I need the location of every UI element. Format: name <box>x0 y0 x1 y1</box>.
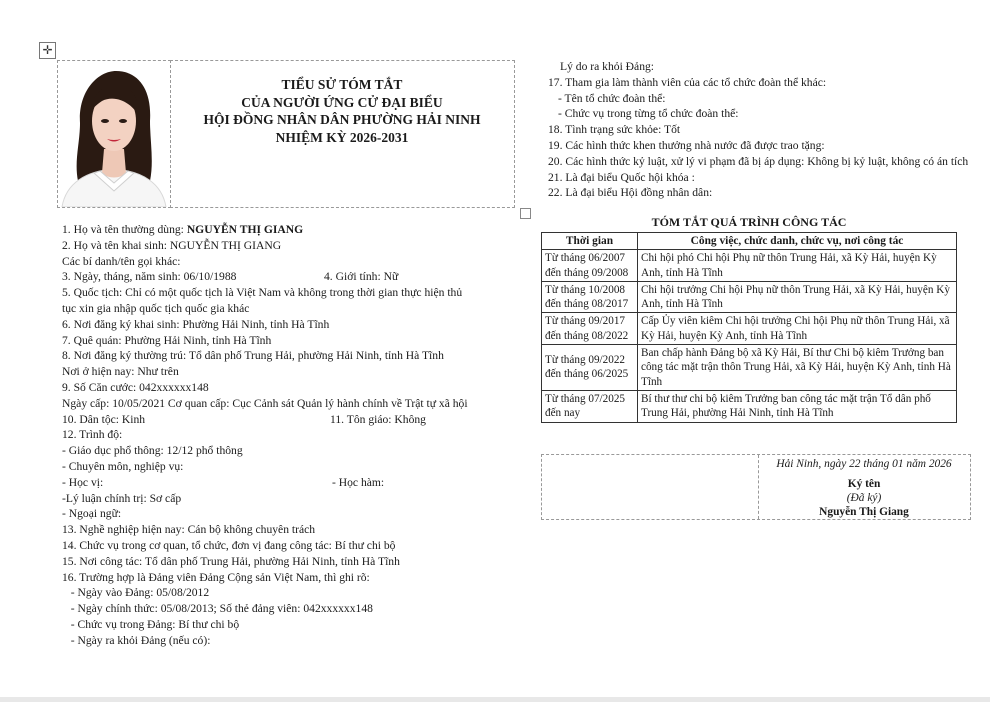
bio-general-education: - Giáo dục phổ thông: 12/12 phổ thông <box>62 444 243 458</box>
bio-party-position: - Chức vụ trong Đảng: Bí thư chi bộ <box>62 617 240 631</box>
table-cell-role: Cấp Ủy viên kiêm Chi hội trưởng Chi hội Phụ nữ thôn Trung Hải, xã Kỳ Hải, huyện Kỳ Anh, tỉnh Hà Tĩnh <box>638 313 957 345</box>
work-history-title: TÓM TẮT QUÁ TRÌNH CÔNG TÁC <box>651 215 847 229</box>
table-cell-role: Bí thư thư chi bộ kiêm Trưởng ban công tác mặt trận Tổ dân phố Trung Hải, phường Hải Ninh, tỉnh Hà Tĩnh <box>638 390 957 422</box>
title-line-2: CỦA NGƯỜI ỨNG CỬ ĐẠI BIỂU <box>241 94 443 110</box>
bio-health: 18. Tình trạng sức khỏe: Tốt <box>548 123 681 137</box>
table-move-handle-icon[interactable]: ✛ <box>39 42 56 59</box>
bio-ethnicity-religion-row <box>62 412 522 428</box>
page-bottom-edge <box>0 697 990 702</box>
table-cell-role: Ban chấp hành Đảng bộ xã Kỳ Hải, Bí thư Chi bộ kiêm Trưởng ban công tác mặt trận thôn Trung Hải, xã Kỳ Hải, huyện Kỳ Anh, tỉnh Hà Tĩnh <box>638 345 957 391</box>
bio-occupation: 13. Nghề nghiệp hiện nay: Cán bộ không chuyên trách <box>62 523 316 537</box>
bio-religion: 11. Tôn giáo: Không <box>330 412 426 426</box>
signature-status: (Đã ký) <box>846 492 882 504</box>
bio-party-leave: - Ngày ra khỏi Đảng (nếu có): <box>62 633 211 647</box>
table-cell-role: Chi hội trưởng Chi hội Phụ nữ thôn Trung Hải, xã Kỳ Hải, huyện Kỳ Anh, tỉnh Hà Tĩnh <box>638 281 957 313</box>
table-row <box>542 390 957 422</box>
bio-foreign-language: - Ngoại ngữ: <box>62 507 122 521</box>
table-cell-time: Từ tháng 06/2007 đến tháng 09/2008 <box>542 250 638 282</box>
bio-political-theory: -Lý luận chính trị: Sơ cấp <box>62 491 182 505</box>
title-line-1: TIỂU SỬ TÓM TẮT <box>281 77 403 92</box>
bio-gender: 4. Giới tính: Nữ <box>324 270 399 284</box>
table-cell-time: Từ tháng 09/2017 đến tháng 08/2022 <box>542 313 638 345</box>
signature-label: Ký tên <box>847 478 881 490</box>
table-row <box>542 250 957 282</box>
bio-ethnicity: 10. Dân tộc: Kinh <box>62 412 146 426</box>
bio-name <box>62 222 522 238</box>
portrait-image <box>58 61 170 207</box>
bio-awards: 19. Các hình thức khen thưởng nhà nước đã được trao tặng: <box>548 138 825 152</box>
bio-hometown: 7. Quê quán: Phường Hải Ninh, tỉnh Hà Tĩnh <box>62 333 272 347</box>
bio-name-label: 1. Họ và tên thường dùng: <box>62 223 187 236</box>
signature-block <box>541 454 971 520</box>
table-cell-time: Từ tháng 10/2008 đến tháng 08/2017 <box>542 281 638 313</box>
signature-name: Nguyễn Thị Giang <box>819 506 909 518</box>
bio-specialty: - Chuyên môn, nghiệp vụ: <box>62 459 184 473</box>
title-line-3: HỘI ĐỒNG NHÂN DÂN PHƯỜNG HẢI NINH <box>203 112 481 127</box>
table-cell-role: Chi hội phó Chi hội Phụ nữ thôn Trung Hải, xã Kỳ Hải, huyện Kỳ Anh, tỉnh Hà Tĩnh <box>638 250 957 282</box>
bio-section-continued <box>548 59 968 201</box>
signature-place-date: Hải Ninh, ngày 22 tháng 01 năm 2026 <box>776 458 952 470</box>
bio-academic-title: - Học hàm: <box>332 475 385 489</box>
work-history-table <box>541 232 957 423</box>
bio-aliases: Các bí danh/tên gọi khác: <box>62 254 181 268</box>
table-header-row <box>542 233 957 250</box>
table-cell-time: Từ tháng 09/2022 đến tháng 06/2025 <box>542 345 638 391</box>
bio-org-positions: - Chức vụ trong từng tổ chức đoàn thể: <box>558 107 739 121</box>
table-header-time: Thời gian <box>542 233 638 250</box>
document-title <box>170 76 514 146</box>
table-cell-time: Từ tháng 07/2025 đến nay <box>542 390 638 422</box>
bio-section <box>62 222 522 649</box>
title-block <box>170 60 515 208</box>
portrait-photo <box>57 60 171 208</box>
title-line-4: NHIỆM KỲ 2026-2031 <box>275 129 409 145</box>
bio-nationality-cont: tục xin gia nhập quốc tịch quốc gia khác <box>62 301 250 315</box>
bio-dob: 3. Ngày, tháng, năm sinh: 06/10/1988 <box>62 270 237 284</box>
bio-birth-registration: 6. Nơi đăng ký khai sinh: Phường Hải Ninh, tỉnh Hà Tĩnh <box>62 317 330 331</box>
bio-na-delegate: 21. Là đại biểu Quốc hội khóa : <box>548 170 695 184</box>
table-header-role: Công việc, chức danh, chức vụ, nơi công tác <box>638 233 957 250</box>
bio-party-official: - Ngày chính thức: 05/08/2013; Số thẻ đảng viên: 042xxxxxx148 <box>62 602 373 616</box>
bio-birth-name: 2. Họ và tên khai sinh: NGUYỄN THỊ GIANG <box>62 238 282 252</box>
bio-party-header: 16. Trường hợp là Đảng viên Đảng Cộng sản Việt Nam, thì ghi rõ: <box>62 570 370 584</box>
bio-organizations: 17. Tham gia làm thành viên của các tổ chức đoàn thể khác: <box>548 75 827 89</box>
bio-id-number: 9. Số Căn cước: 042xxxxxx148 <box>62 380 209 394</box>
bio-degree-row <box>62 475 522 491</box>
bio-party-join: - Ngày vào Đảng: 05/08/2012 <box>62 586 210 600</box>
bio-dob-gender-row <box>62 269 522 285</box>
bio-council-delegate: 22. Là đại biểu Hội đồng nhân dân: <box>548 186 713 200</box>
bio-org-names: - Tên tổ chức đoàn thể: <box>558 91 666 105</box>
table-row <box>542 281 957 313</box>
bio-id-issue: Ngày cấp: 10/05/2021 Cơ quan cấp: Cục Cảnh sát Quản lý hành chính về Trật tự xã hội <box>62 396 468 410</box>
table-row <box>542 313 957 345</box>
bio-permanent-residence: 8. Nơi đăng ký thường trú: Tổ dân phố Trung Hải, phường Hải Ninh, tỉnh Hà Tĩnh <box>62 349 444 363</box>
table-row <box>542 345 957 391</box>
bio-leave-reason: Lý do ra khỏi Đảng: <box>560 60 655 73</box>
bio-workplace: 15. Nơi công tác: Tổ dân phố Trung Hải, phường Hải Ninh, tỉnh Hà Tĩnh <box>62 554 400 568</box>
bio-discipline: 20. Các hình thức kỷ luật, xử lý vi phạm đã bị áp dụng: Không bị kỷ luật, không có án tích <box>548 154 969 168</box>
bio-current-residence: Nơi ở hiện nay: Như trên <box>62 365 179 379</box>
bio-nationality: 5. Quốc tịch: Chỉ có một quốc tịch là Việt Nam và không trong thời gian thực hiện thủ <box>62 286 463 300</box>
table-resize-handle-icon[interactable] <box>520 208 531 219</box>
bio-name-value: NGUYỄN THỊ GIANG <box>186 223 304 236</box>
bio-education-header: 12. Trình độ: <box>62 428 123 442</box>
bio-position: 14. Chức vụ trong cơ quan, tổ chức, đơn vị đang công tác: Bí thư chi bộ <box>62 538 396 552</box>
signature-area <box>758 455 969 519</box>
bio-degree: - Học vị: <box>62 475 104 489</box>
